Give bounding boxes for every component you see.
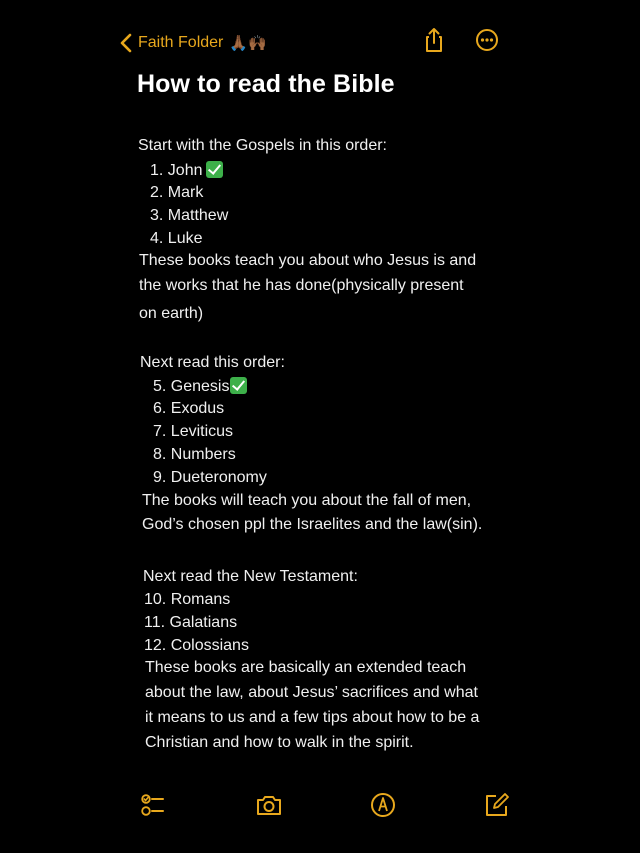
paragraph-line: These books teach you about who Jesus is and	[139, 252, 477, 269]
note-title[interactable]: How to read the Bible	[137, 70, 395, 98]
paragraph-line: it means to us and a few tips about how to be a	[145, 709, 480, 726]
list-item: 11. Galatians	[144, 614, 238, 631]
list-item: 1. John	[150, 161, 223, 180]
paragraph-line: on earth)	[139, 305, 204, 322]
camera-icon[interactable]	[254, 790, 284, 820]
bottom-toolbar	[0, 790, 640, 826]
paragraph-line: These books are basically an extended teach	[145, 659, 467, 676]
list-item: 9. Dueteronomy	[153, 469, 267, 486]
list-item: 8. Numbers	[153, 446, 236, 463]
section-heading: Next read this order:	[140, 354, 285, 371]
paragraph-line: about the law, about Jesus’ sacrifices and what	[145, 684, 478, 701]
checklist-icon[interactable]	[138, 790, 168, 820]
paragraph-line: The books will teach you about the fall of men,	[142, 492, 472, 509]
markup-pen-icon[interactable]	[368, 790, 398, 820]
list-item: 10. Romans	[144, 591, 231, 608]
section-heading: Start with the Gospels in this order:	[138, 137, 387, 154]
list-item: 4. Luke	[150, 230, 203, 247]
list-item: 5. Genesis	[153, 377, 247, 396]
section-heading: Next read the New Testament:	[143, 568, 358, 585]
compose-icon[interactable]	[482, 790, 512, 820]
list-item: 6. Exodus	[153, 400, 225, 417]
checkmark-icon	[206, 161, 223, 178]
list-item: 12. Colossians	[144, 637, 249, 654]
list-item: 7. Leviticus	[153, 423, 234, 440]
checkmark-icon	[230, 377, 247, 394]
back-emoji: 🙏🏾🙌🏾	[229, 35, 267, 52]
paragraph-line: Christian and how to walk in the spirit.	[145, 734, 414, 751]
list-item: 3. Matthew	[150, 207, 229, 224]
back-label: Faith Folder	[138, 34, 224, 51]
paragraph-line: the works that he has done(physically present	[139, 277, 464, 294]
list-item: 2. Mark	[150, 184, 204, 201]
paragraph-line: God’s chosen ppl the Israelites and the law(sin).	[142, 516, 483, 533]
